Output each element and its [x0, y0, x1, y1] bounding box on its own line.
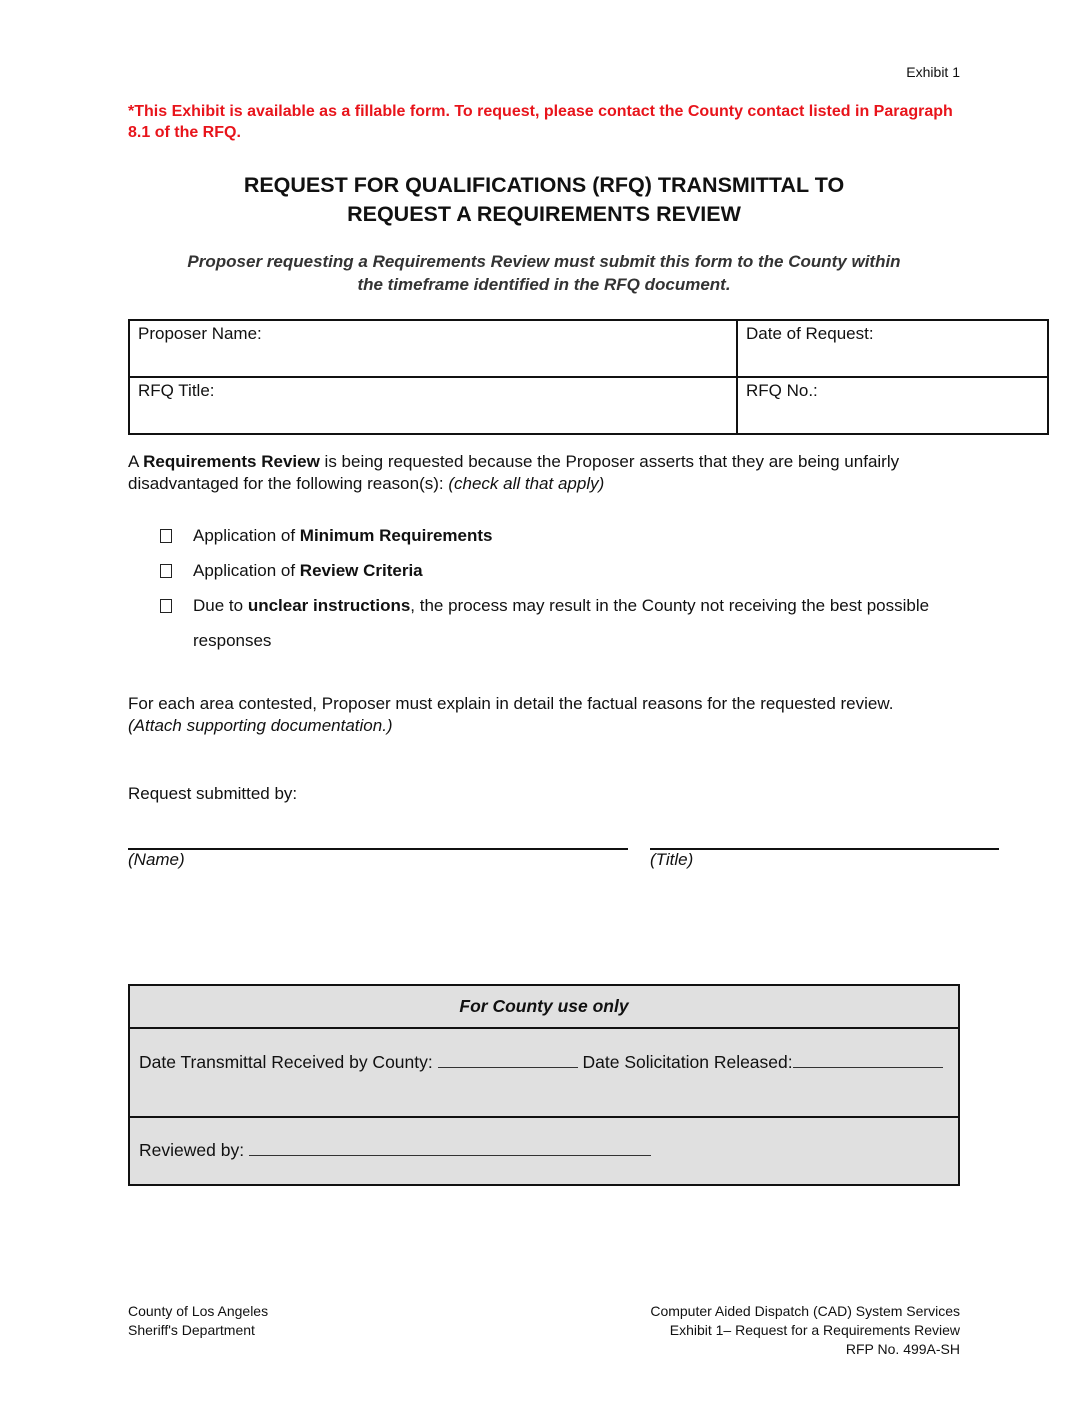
rfq-no-label: RFQ No.:: [746, 381, 818, 400]
reason-intro: [128, 451, 948, 495]
checklist-item-label: [193, 588, 933, 658]
checklist-item-label: [193, 518, 933, 553]
footer-project: Computer Aided Dispatch (CAD) System Services: [650, 1303, 960, 1319]
rfq-title-label: RFQ Title:: [138, 381, 215, 400]
rfq-no-field[interactable]: [737, 377, 1048, 434]
checklist-item-unclear-instructions[interactable]: [160, 588, 960, 658]
county-reviewed-row: [130, 1118, 958, 1184]
checklist-item-review-criteria[interactable]: [160, 553, 960, 588]
date-of-request-field[interactable]: [737, 320, 1048, 377]
checkbox-icon[interactable]: [160, 599, 172, 613]
date-received-label: Date Transmittal Received by County:: [139, 1052, 433, 1072]
table-row: [129, 320, 1048, 377]
date-received-field[interactable]: [438, 1053, 578, 1068]
page-title: [128, 171, 960, 229]
subtitle-line-1: Proposer requesting a Requirements Review must submit this form to the County within: [187, 252, 901, 271]
explanation-instructions: [128, 693, 1028, 737]
subtitle: [128, 250, 960, 296]
subtitle-line-2: the timeframe identified in the RFQ document.: [357, 275, 731, 294]
exhibit-label: Exhibit 1: [906, 64, 960, 80]
checklist-bold: unclear instructions: [247, 596, 411, 615]
checklist-item-minimum-requirements[interactable]: [160, 518, 960, 553]
proposer-info-table: [128, 319, 1049, 435]
footer-exhibit: Exhibit 1– Request for a Requirements Review: [669, 1322, 960, 1338]
table-row: [129, 377, 1048, 434]
county-dates-row: [130, 1029, 958, 1118]
reason-intro-prefix: A: [128, 452, 144, 471]
county-use-heading: For County use only: [130, 986, 958, 1029]
reason-intro-bold: Requirements Review: [143, 452, 320, 471]
checklist-prefix: Application of: [193, 526, 300, 545]
title-signature-line[interactable]: [650, 848, 999, 850]
reason-intro-text: is being requested because the Proposer asserts that they are being unfairly disadvantaged for the following reason(s):: [128, 452, 900, 493]
footer-left: [128, 1302, 268, 1340]
reason-checklist: [160, 518, 960, 658]
title-label: (Title): [650, 850, 694, 869]
date-of-request-label: Date of Request:: [746, 324, 874, 343]
county-use-box: [128, 984, 960, 1186]
fillable-form-notice: *This Exhibit is available as a fillable form. To request, please contact the County contact listed in Paragraph 8.1 of the RFQ.: [128, 103, 953, 141]
reason-intro-italic: (check all that apply): [448, 474, 605, 493]
checkbox-icon[interactable]: [160, 529, 172, 543]
footer-right: [650, 1302, 960, 1359]
attach-documentation-note: (Attach supporting documentation.): [128, 716, 393, 735]
footer-department: Sheriff's Department: [128, 1322, 255, 1338]
checklist-bold: Review Criteria: [299, 561, 423, 580]
reviewed-by-label: Reviewed by:: [139, 1140, 245, 1160]
name-signature-line[interactable]: [128, 848, 628, 850]
checklist-item-label: [193, 553, 933, 588]
name-label: (Name): [128, 850, 185, 869]
submitted-by-label: Request submitted by:: [128, 784, 298, 803]
checklist-suffix: , the process may result in the County not receiving the best possible responses: [193, 596, 930, 650]
title-line-2: REQUEST A REQUIREMENTS REVIEW: [347, 202, 741, 226]
checklist-prefix: Due to: [193, 596, 248, 615]
checklist-prefix: Application of: [193, 561, 300, 580]
date-solicitation-label: Date Solicitation Released:: [582, 1052, 793, 1072]
explanation-text: For each area contested, Proposer must explain in detail the factual reasons for the requested review.: [128, 694, 894, 713]
checklist-bold: Minimum Requirements: [299, 526, 493, 545]
proposer-name-field[interactable]: [129, 320, 737, 377]
reviewed-by-field[interactable]: [249, 1141, 651, 1156]
proposer-name-label: Proposer Name:: [138, 324, 262, 343]
date-released-field[interactable]: [793, 1053, 943, 1068]
title-line-1: REQUEST FOR QUALIFICATIONS (RFQ) TRANSMITTAL TO: [243, 173, 845, 197]
rfq-title-field[interactable]: [129, 377, 737, 434]
footer-county: County of Los Angeles: [128, 1303, 269, 1319]
checkbox-icon[interactable]: [160, 564, 172, 578]
footer-rfp-number: RFP No. 499A-SH: [845, 1341, 960, 1357]
